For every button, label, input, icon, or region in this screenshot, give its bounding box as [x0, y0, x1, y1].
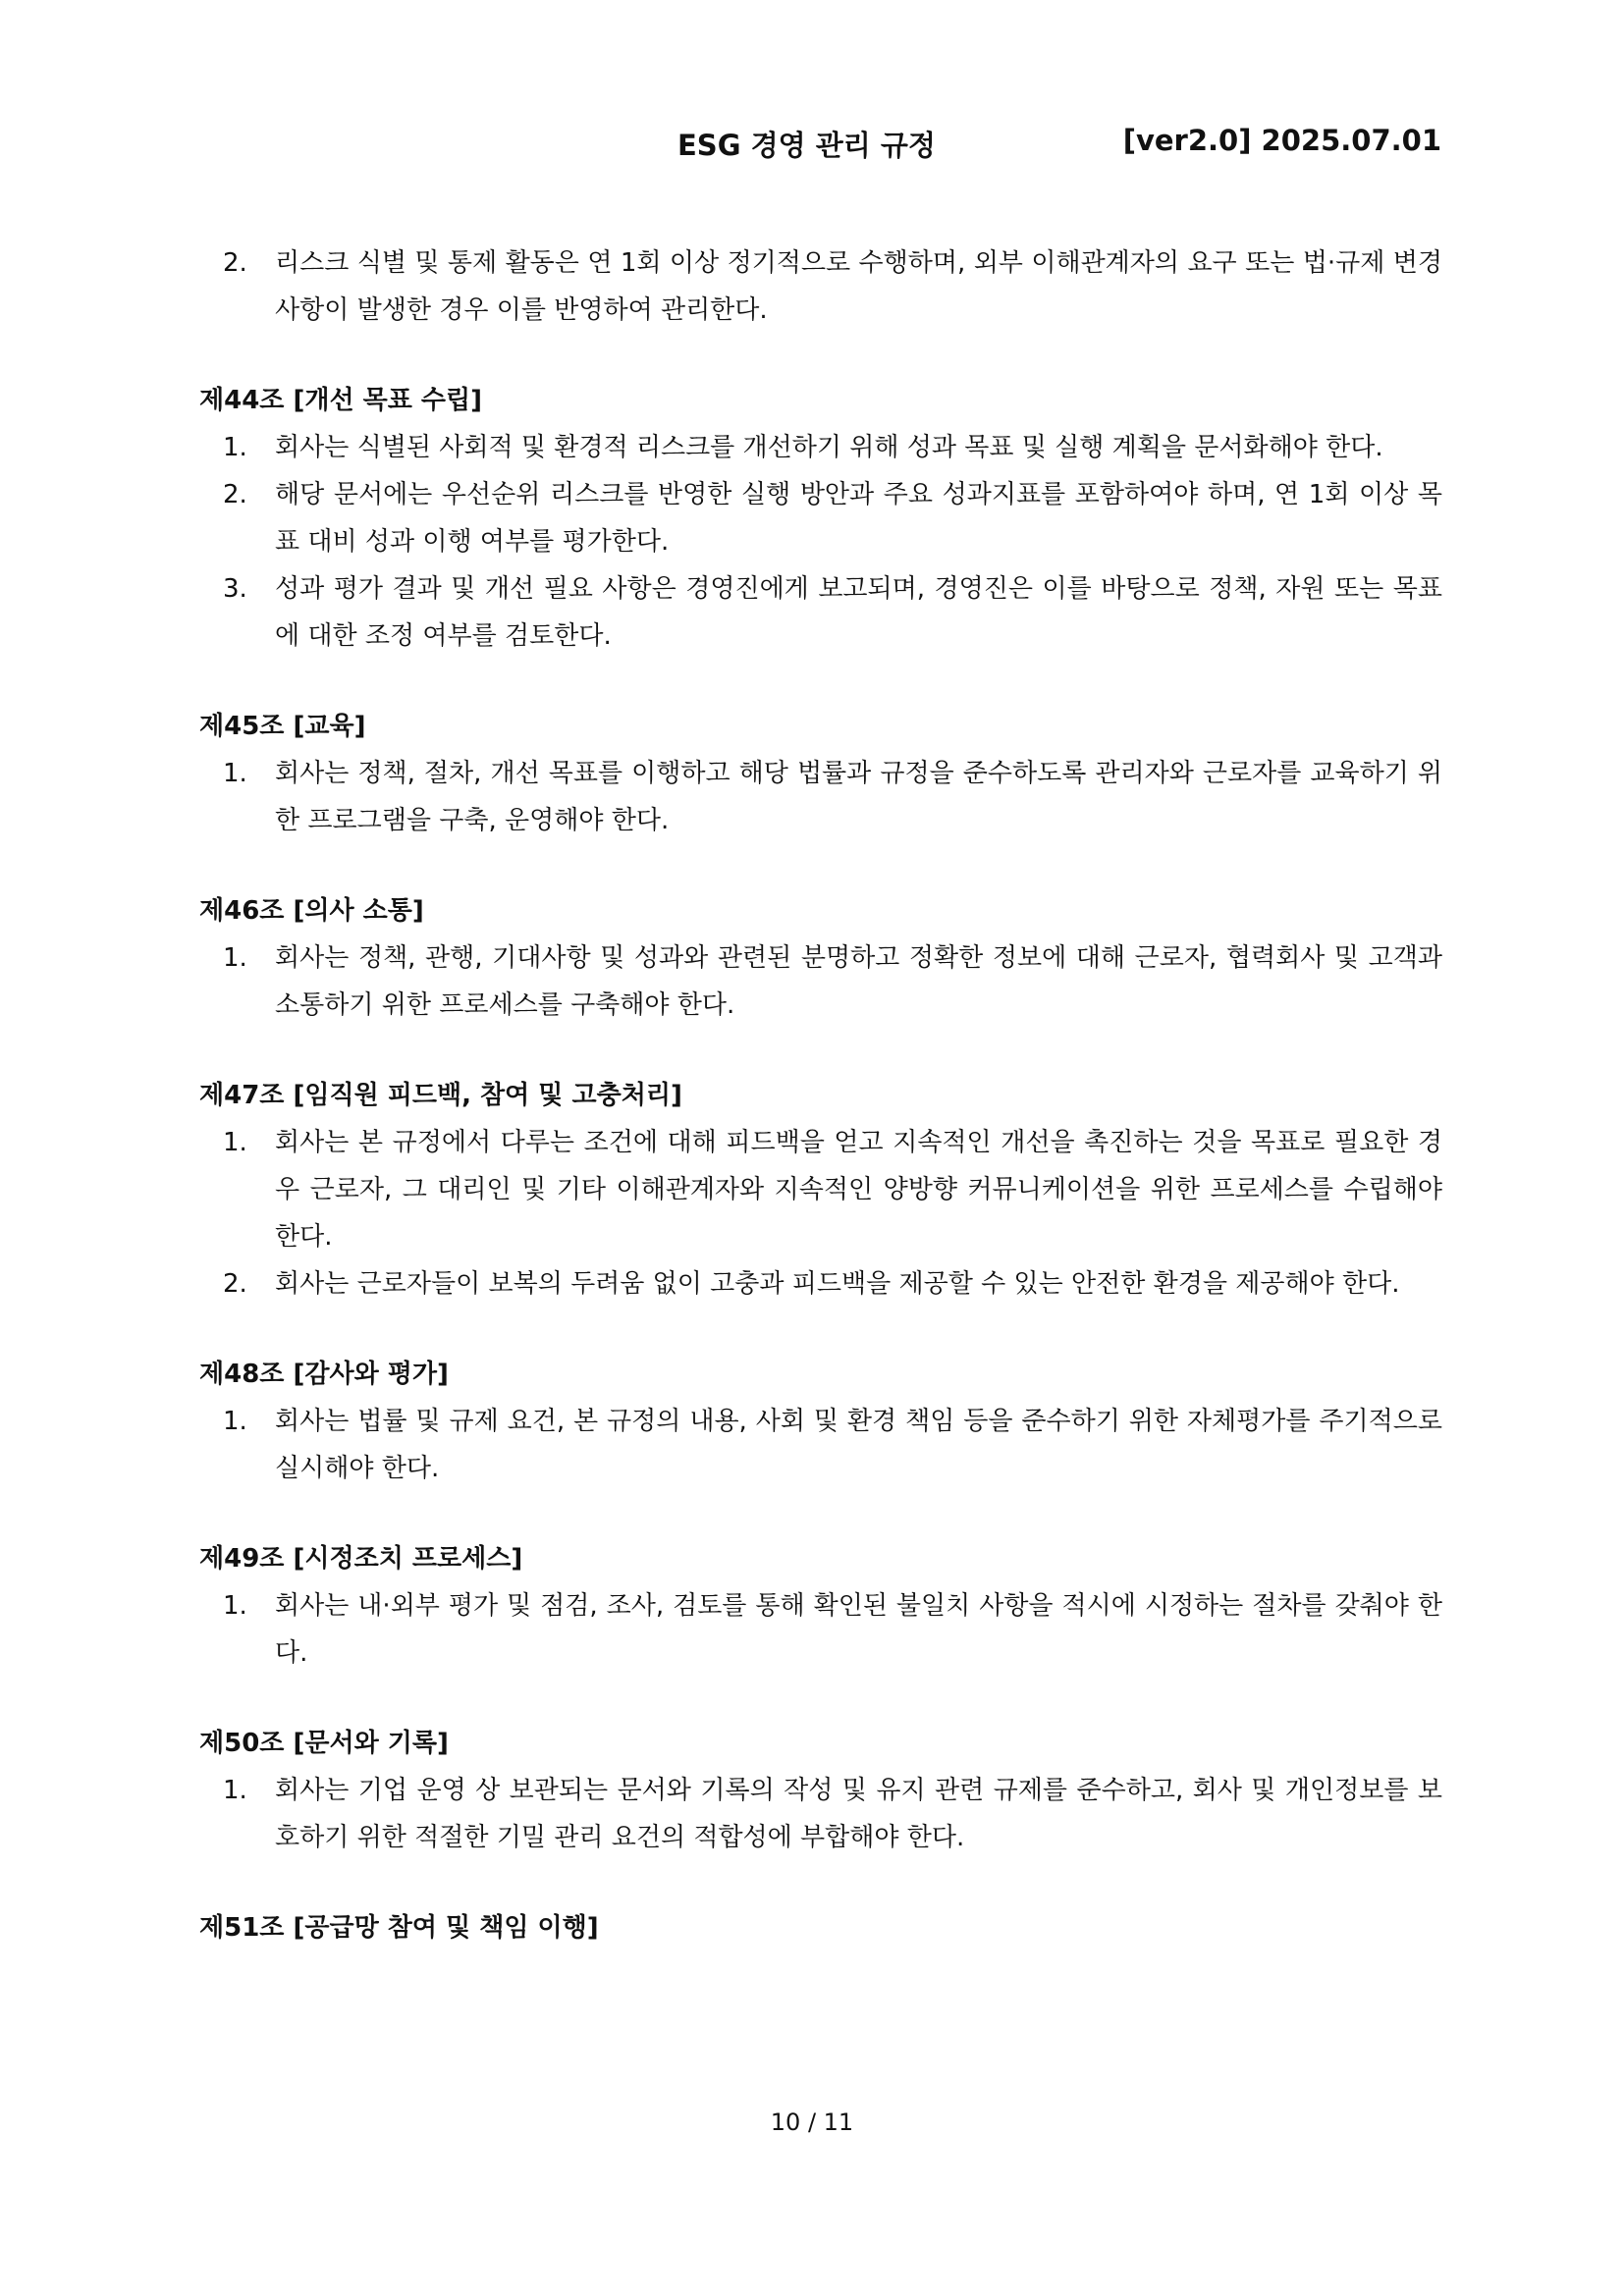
continuation-list [199, 240, 1442, 334]
list-item [199, 1398, 1442, 1492]
list-item [199, 1582, 1442, 1677]
list-item [199, 240, 1442, 334]
article-title: 제44조 [개선 목표 수립] [199, 386, 483, 415]
item-number: 1. [223, 943, 247, 973]
article-title: 제50조 [문서와 기록] [199, 1729, 449, 1758]
list-item [199, 1767, 1442, 1861]
article-title: 제48조 [감사와 평가] [199, 1360, 449, 1389]
item-number: 1. [223, 1128, 247, 1157]
article-48 [199, 1351, 1442, 1492]
document-body [199, 240, 1442, 1951]
item-number: 2. [223, 1269, 247, 1299]
list-item [199, 934, 1442, 1029]
item-text: 회사는 본 규정에서 다루는 조건에 대해 피드백을 얻고 지속적인 개선을 촉진하는 것을 목표로 필요한 경우 근로자, 그 대리인 및 기타 이해관계자와 지속적인 양방향 커뮤니케이션을 위한 프로세스를 수립해야 한다. [275, 1128, 1442, 1252]
item-text: 회사는 기업 운영 상 보관되는 문서와 기록의 작성 및 유지 관련 규제를 준수하고, 회사 및 개인정보를 보호하기 위한 적절한 기밀 관리 요건의 적합성에 부합해야 한다. [275, 1776, 1442, 1852]
article-45 [199, 703, 1442, 844]
item-text: 회사는 근로자들이 보복의 두려움 없이 고충과 피드백을 제공할 수 있는 안전한 환경을 제공해야 한다. [275, 1269, 1400, 1299]
item-text: 성과 평가 결과 및 개선 필요 사항은 경영진에게 보고되며, 경영진은 이를 바탕으로 정책, 자원 또는 목표에 대한 조정 여부를 검토한다. [275, 574, 1442, 651]
article-title: 제47조 [임직원 피드백, 참여 및 고충처리] [199, 1081, 682, 1110]
item-text: 회사는 정책, 절차, 개선 목표를 이행하고 해당 법률과 규정을 준수하도록 관리자와 근로자를 교육하기 위한 프로그램을 구축, 운영해야 한다. [275, 759, 1442, 835]
article-50 [199, 1720, 1442, 1861]
item-number: 1. [223, 1407, 247, 1436]
list-item [199, 1119, 1442, 1260]
document-version: [ver2.0] 2025.07.01 [1122, 124, 1441, 157]
item-text: 회사는 정책, 관행, 기대사항 및 성과와 관련된 분명하고 정확한 정보에 대해 근로자, 협력회사 및 고객과 소통하기 위한 프로세스를 구축해야 한다. [275, 943, 1442, 1020]
list-item [199, 1260, 1442, 1308]
list-item [199, 471, 1442, 565]
article-title: 제45조 [교육] [199, 712, 366, 741]
item-text: 회사는 식별된 사회적 및 환경적 리스크를 개선하기 위해 성과 목표 및 실행 계획을 문서화해야 한다. [275, 433, 1383, 462]
article-46 [199, 887, 1442, 1029]
list-item [199, 424, 1442, 471]
item-number: 3. [223, 574, 247, 604]
item-number: 1. [223, 759, 247, 788]
item-text: 회사는 법률 및 규제 요건, 본 규정의 내용, 사회 및 환경 책임 등을 준수하기 위한 자체평가를 주기적으로 실시해야 한다. [275, 1407, 1442, 1483]
item-number: 1. [223, 433, 247, 462]
article-49 [199, 1535, 1442, 1677]
item-number: 1. [223, 1591, 247, 1621]
document-title: ESG 경영 관리 규정 [677, 129, 936, 162]
article-title: 제49조 [시정조치 프로세스] [199, 1544, 523, 1574]
list-item [199, 750, 1442, 844]
item-number: 2. [223, 480, 247, 509]
item-number: 2. [223, 248, 247, 278]
article-44 [199, 377, 1442, 660]
item-text: 회사는 내·외부 평가 및 점검, 조사, 검토를 통해 확인된 불일치 사항을 적시에 시정하는 절차를 갖춰야 한다. [275, 1591, 1442, 1668]
page-header [0, 124, 1624, 163]
item-number: 1. [223, 1776, 247, 1805]
article-51 [199, 1904, 1442, 1951]
article-47 [199, 1072, 1442, 1308]
article-title: 제51조 [공급망 참여 및 책임 이행] [199, 1913, 599, 1943]
item-text: 리스크 식별 및 통제 활동은 연 1회 이상 정기적으로 수행하며, 외부 이해관계자의 요구 또는 법·규제 변경 사항이 발생한 경우 이를 반영하여 관리한다. [275, 248, 1442, 325]
list-item [199, 565, 1442, 660]
item-text: 해당 문서에는 우선순위 리스크를 반영한 실행 방안과 주요 성과지표를 포함하여야 하며, 연 1회 이상 목표 대비 성과 이행 여부를 평가한다. [275, 480, 1442, 557]
page-number: 10 / 11 [770, 2109, 854, 2136]
article-title: 제46조 [의사 소통] [199, 896, 424, 926]
